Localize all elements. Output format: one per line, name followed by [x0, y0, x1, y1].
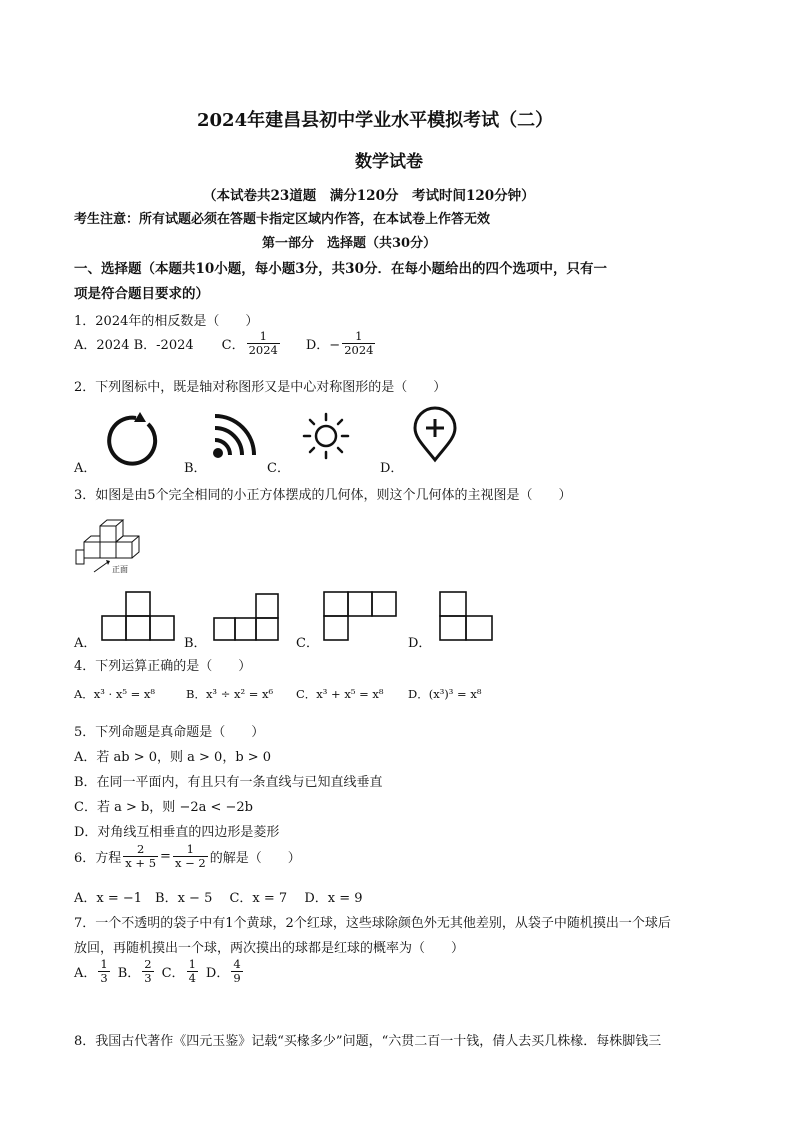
q7-option-b-label: B．	[117, 966, 141, 981]
q1-option-d-label: D．−	[305, 338, 341, 353]
exam-info: （本试卷共23道题 满分120分 考试时间120分钟）	[203, 188, 535, 204]
q7-option-d-label: D．	[205, 966, 230, 981]
q1-option-ab: A．2024 B．-2024	[74, 338, 194, 353]
q5-option-a: A．若 ab > 0，则 a > 0，b > 0	[74, 750, 272, 765]
location-pin-plus-icon	[412, 406, 458, 464]
q5-option-b: B．在同一平面内，有且只有一条直线与已知直线垂直	[74, 775, 383, 790]
q7-option-c-fraction: $\frac{1}{4}$	[188, 957, 196, 985]
q7-option-a-fraction: $\frac{1}{3}$	[100, 957, 108, 985]
q7-option-b-fraction: $\frac{2}{3}$	[144, 957, 152, 985]
q1-option-c-label: C．	[221, 338, 245, 353]
exam-title: 2024年建昌县初中学业水平模拟考试（二）	[197, 110, 554, 131]
q3-label-d: D．	[408, 636, 432, 651]
q6-equals: =	[160, 849, 171, 864]
q3-label-a: A．	[74, 636, 97, 651]
q6-fraction-right: $\frac{1}{x - 2}$	[174, 842, 206, 870]
cube-stack-figure	[76, 516, 156, 578]
q3-option-c-figure	[322, 590, 402, 642]
q3-label-c: C．	[296, 636, 319, 651]
q1-option-c-fraction: $\frac{1}{2024}$	[248, 329, 278, 357]
q5-stem: 5．下列命题是真命题是（ ）	[74, 725, 265, 740]
q4-option-b: B．x³ ÷ x² = x⁶	[186, 687, 274, 701]
notice: 考生注意：所有试题必须在答题卡指定区域内作答，在本试卷上作答无效	[74, 212, 491, 227]
q6-fraction-left: $\frac{2}{x + 5}$	[125, 842, 157, 870]
q6-stem	[74, 843, 301, 870]
sun-icon	[298, 410, 354, 462]
q4-stem: 4．下列运算正确的是（ ）	[74, 659, 252, 674]
q2-label-d: D．	[380, 461, 404, 476]
q2-stem: 2．下列图标中，既是轴对称图形又是中心对称图形的是（ ）	[74, 380, 447, 395]
q3-option-a-figure	[100, 590, 178, 642]
exam-subtitle: 数学试卷	[355, 152, 423, 172]
q7-options	[74, 958, 245, 985]
q4-option-a: A．x³ · x⁵ = x⁸	[74, 687, 156, 701]
q8-line1: 8．我国古代著作《四元玉鉴》记载“买椽多少”问题，“六贯二百一十钱，倩人去买几株椽．每株脚钱三	[74, 1034, 662, 1049]
q6-options: A．x = −1 B．x − 5 C．x = 7 D．x = 9	[74, 891, 363, 906]
q4-option-d: D．(x³)³ = x⁸	[408, 687, 482, 701]
q2-label-a: A．	[74, 461, 97, 476]
q7-option-c-label: C．	[161, 966, 185, 981]
q2-label-c: C．	[267, 461, 290, 476]
section-heading-line1: 一、选择题（本题共10小题，每小题3分，共30分．在每小题给出的四个选项中，只有一	[74, 261, 607, 277]
front-view-label: 正面	[112, 565, 128, 574]
q1-options	[74, 330, 377, 357]
q5-option-c: C．若 a > b，则 −2a < −2b	[74, 800, 253, 815]
q3-label-b: B．	[184, 636, 207, 651]
q6-stem-post: 的解是（ ）	[209, 851, 301, 866]
q7-line1: 7．一个不透明的袋子中有1个黄球，2个红球，这些球除颜色外无其他差别，从袋子中随机摸出一个球后	[74, 916, 671, 931]
q4-option-c: C．x³ + x⁵ = x⁸	[296, 687, 384, 701]
q6-stem-pre: 6．方程	[74, 851, 122, 866]
q7-line2: 放回，再随机摸出一个球，两次摸出的球都是红球的概率为（ ）	[74, 941, 465, 956]
q1-stem: 1．2024年的相反数是（ ）	[74, 314, 259, 329]
section-heading-line2: 项是符合题目要求的）	[74, 286, 209, 302]
q5-option-d: D．对角线互相垂直的四边形是菱形	[74, 825, 280, 840]
q3-option-b-figure	[212, 592, 282, 642]
q7-option-a-label: A．	[74, 966, 97, 981]
part-title: 第一部分 选择题（共30分）	[262, 236, 437, 251]
q3-stem: 3．如图是由5个完全相同的小正方体摆成的几何体，则这个几何体的主视图是（ ）	[74, 488, 572, 503]
circular-arrow-icon	[100, 410, 156, 462]
q3-option-d-figure	[438, 590, 496, 642]
q2-label-b: B．	[184, 461, 207, 476]
wifi-signal-icon	[210, 408, 266, 462]
q7-option-d-fraction: $\frac{4}{9}$	[233, 957, 241, 985]
q1-option-d-fraction: $\frac{1}{2024}$	[344, 329, 374, 357]
